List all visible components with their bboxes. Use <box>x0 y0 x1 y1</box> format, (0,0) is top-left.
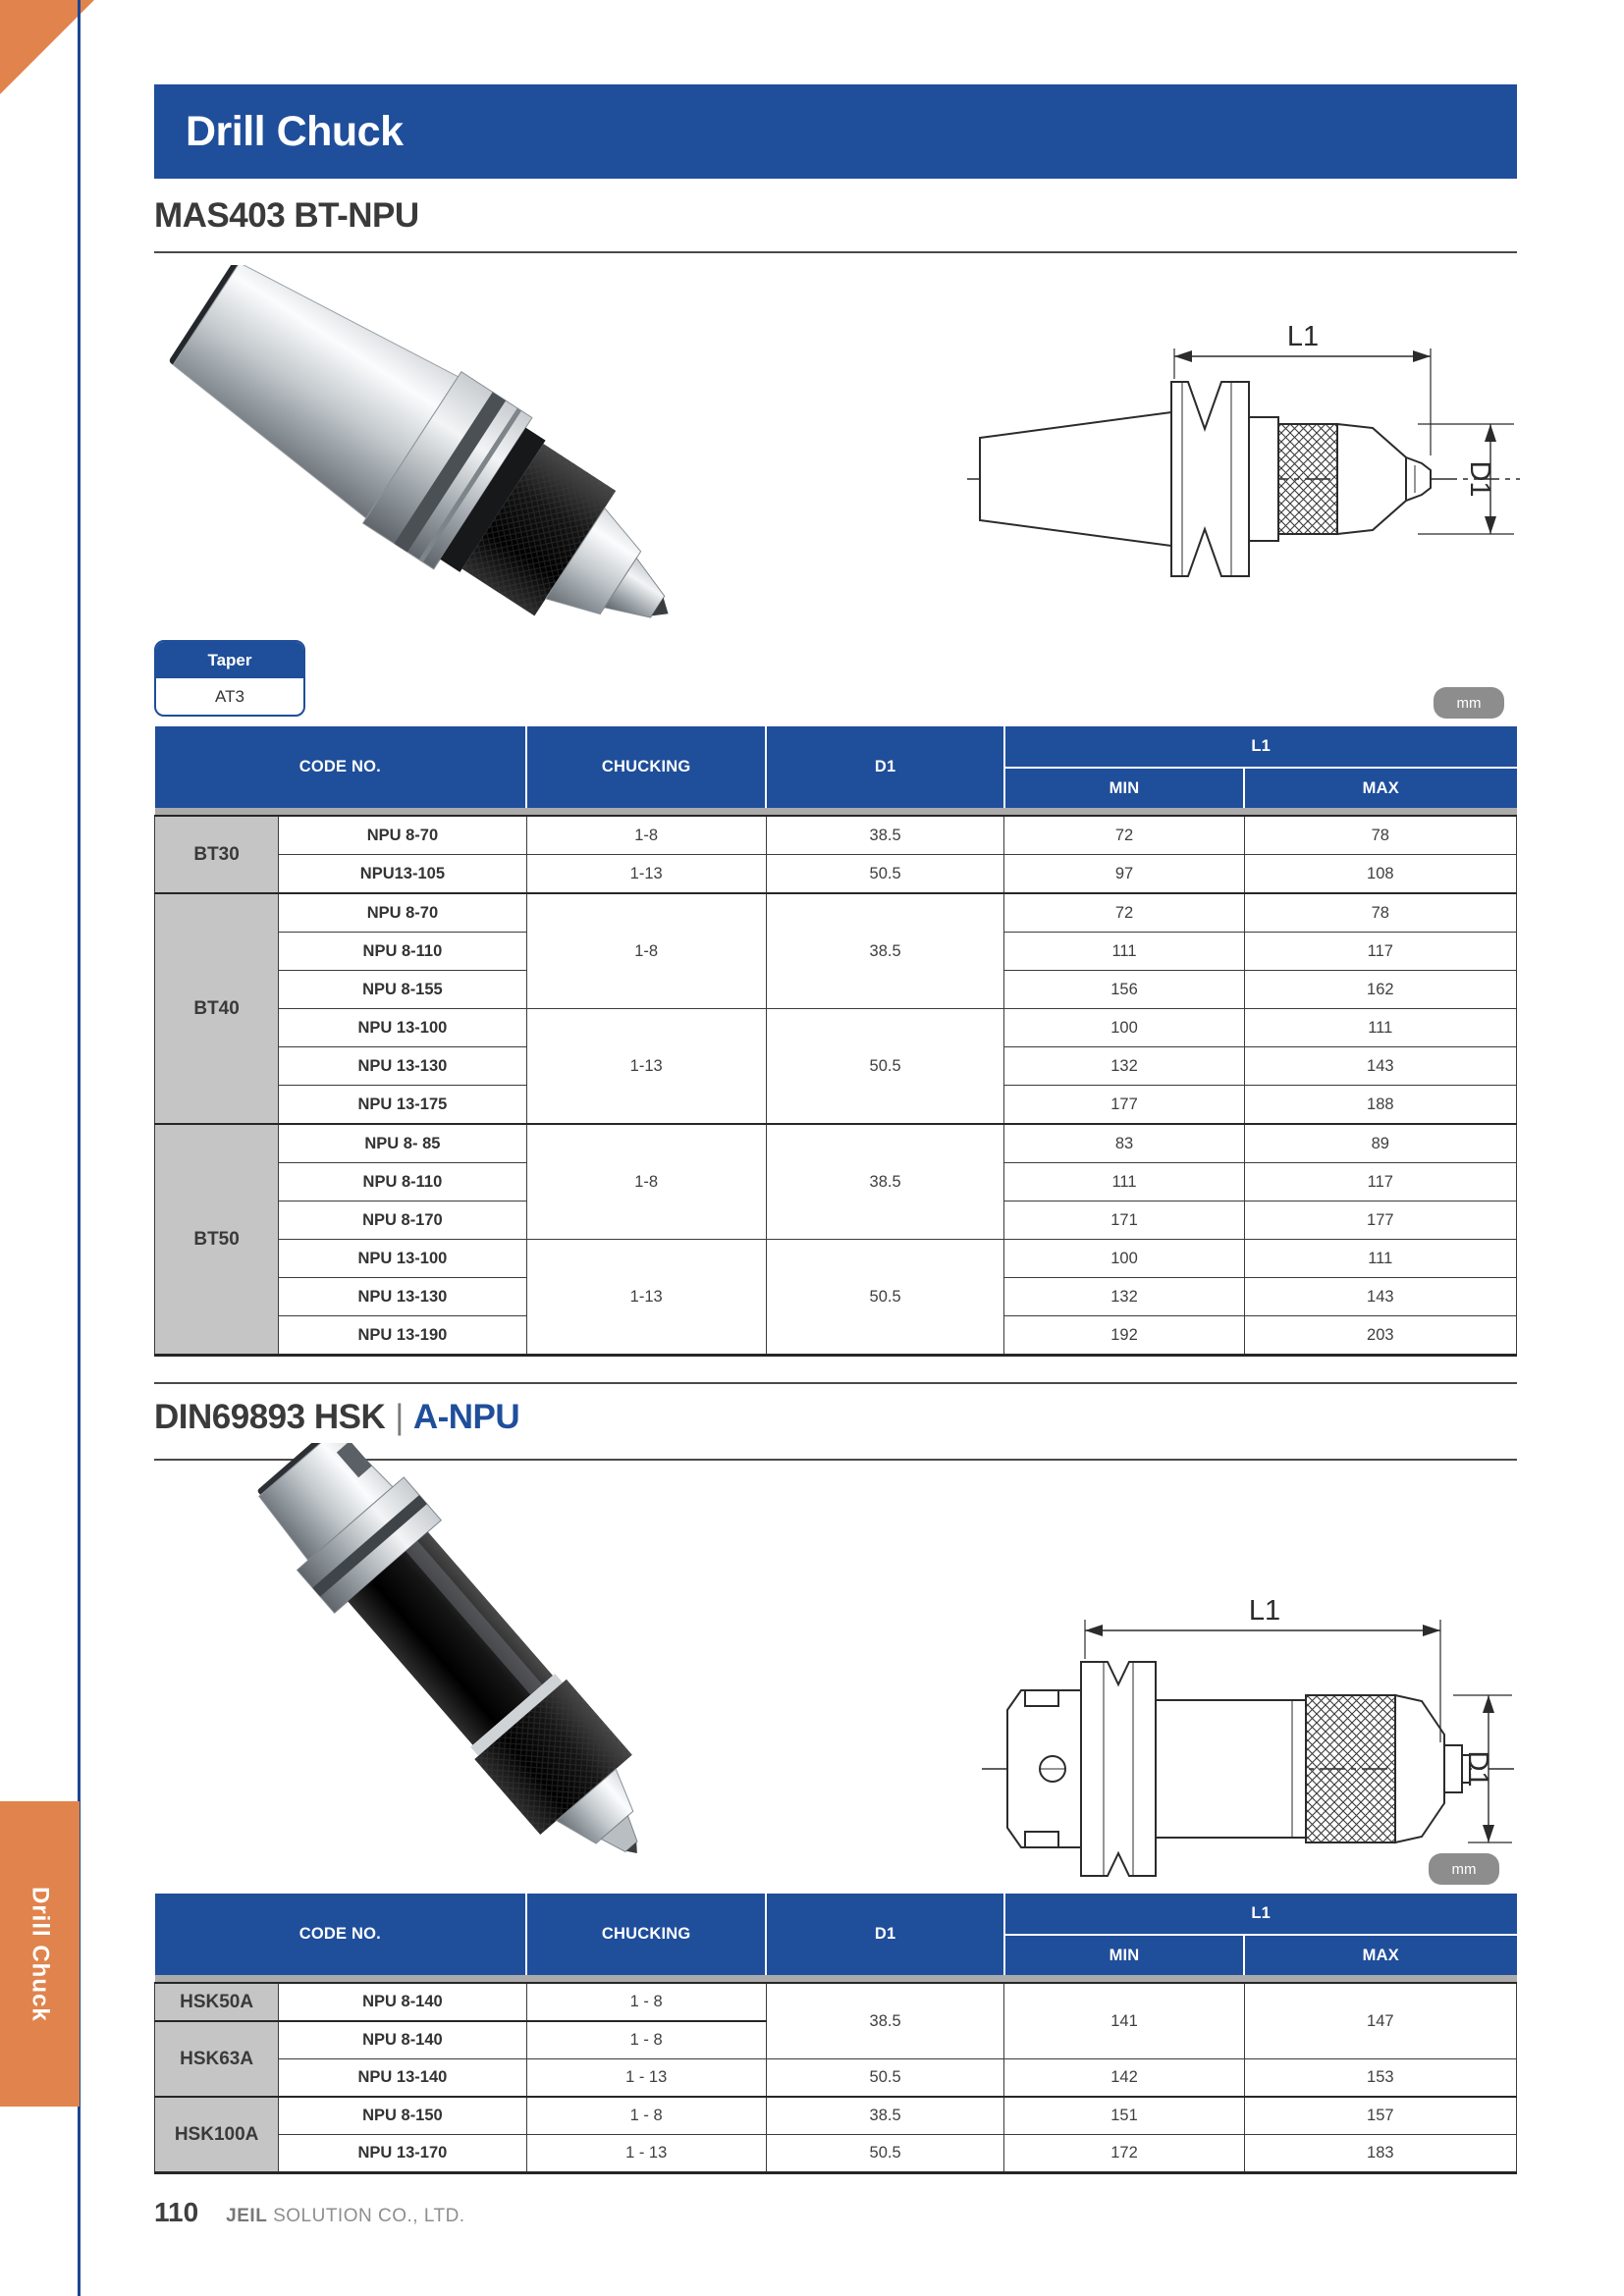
section2-title-accent: A-NPU <box>412 1398 520 1436</box>
table-cell: 72 <box>1004 816 1244 855</box>
table-cell: 183 <box>1244 2135 1516 2173</box>
table-cell: 89 <box>1244 1124 1516 1163</box>
table-cell: 38.5 <box>766 816 1004 855</box>
table-cell: NPU 8-110 <box>279 1163 526 1201</box>
table-cell: 1-13 <box>526 1240 766 1356</box>
table-cell: 1-8 <box>526 816 766 855</box>
table-cell: 100 <box>1004 1009 1244 1047</box>
table-cell: 203 <box>1244 1316 1516 1356</box>
table-cell: NPU 13-140 <box>279 2059 526 2098</box>
table-cell: 50.5 <box>766 855 1004 894</box>
row-group-label-bt50: BT50 <box>155 1124 279 1356</box>
table-cell: 177 <box>1004 1086 1244 1125</box>
table-cell: 142 <box>1004 2059 1244 2098</box>
table-row <box>155 1240 1517 1278</box>
table-cell: 117 <box>1244 933 1516 971</box>
table-cell: NPU 8-140 <box>279 1983 526 2021</box>
company-name: JEIL SOLUTION CO., LTD. <box>226 2206 465 2226</box>
table-cell: 78 <box>1244 893 1516 933</box>
section2-rule-top <box>154 1382 1517 1384</box>
table-cell: 111 <box>1004 1163 1244 1201</box>
table-cell: NPU 8-150 <box>279 2097 526 2135</box>
table-cell: 1 - 8 <box>526 2097 766 2135</box>
table-cell: NPU 13-170 <box>279 2135 526 2173</box>
technical-drawing-hsk <box>962 1585 1551 1885</box>
table-cell: 177 <box>1244 1201 1516 1240</box>
table-cell: 50.5 <box>766 2059 1004 2098</box>
col-header-d1: D1 <box>766 726 1004 808</box>
dim-label-l1: L1 <box>1248 1595 1281 1627</box>
table-cell: NPU 8-140 <box>279 2021 526 2059</box>
table-cell: NPU 13-100 <box>279 1240 526 1278</box>
table-row <box>155 893 1517 933</box>
bt-spec-table <box>154 726 1517 1357</box>
table-cell: 132 <box>1004 1278 1244 1316</box>
page-number: 110 <box>154 2197 199 2227</box>
col-header-min: MIN <box>1004 768 1244 808</box>
table-cell: NPU 8- 85 <box>279 1124 526 1163</box>
dim-label-l1: L1 <box>1286 321 1320 352</box>
table-cell: NPU 8-155 <box>279 971 526 1009</box>
table-cell: 151 <box>1004 2097 1244 2135</box>
table-cell: 143 <box>1244 1047 1516 1086</box>
row-group-label-hsk63a: HSK63A <box>155 2021 279 2097</box>
col-header-chucking: CHUCKING <box>526 1894 766 1975</box>
header-divider-strip <box>155 808 1517 816</box>
row-group-label-bt40: BT40 <box>155 893 279 1124</box>
table-cell: 38.5 <box>766 2097 1004 2135</box>
table-cell: NPU 13-130 <box>279 1278 526 1316</box>
table-cell: 72 <box>1004 893 1244 933</box>
col-header-code-no: CODE NO. <box>155 1894 527 1975</box>
table-cell: 100 <box>1004 1240 1244 1278</box>
table-cell: 192 <box>1004 1316 1244 1356</box>
table-row <box>155 1983 1517 2021</box>
table-cell: 157 <box>1244 2097 1516 2135</box>
table-cell: 141 <box>1004 1983 1244 2059</box>
table-cell: 38.5 <box>766 893 1004 1009</box>
col-header-max: MAX <box>1244 768 1516 808</box>
page-banner <box>154 84 1517 179</box>
table-cell: 188 <box>1244 1086 1516 1125</box>
row-group-label-hsk100a: HSK100A <box>155 2097 279 2173</box>
table-cell: 83 <box>1004 1124 1244 1163</box>
table-cell: 50.5 <box>766 1009 1004 1125</box>
sidebar-tab-label: Drill Chuck <box>27 1886 54 2022</box>
header-divider-strip <box>155 1975 1517 1983</box>
table-cell: NPU 8-170 <box>279 1201 526 1240</box>
section2-title-separator: | <box>395 1398 404 1436</box>
table-cell: NPU 13-130 <box>279 1047 526 1086</box>
table-cell: NPU 8-70 <box>279 816 526 855</box>
table-cell: 1 - 13 <box>526 2059 766 2098</box>
table-cell: 111 <box>1244 1009 1516 1047</box>
section2-title-main: DIN69893 HSK <box>154 1398 386 1436</box>
table-cell: NPU 13-175 <box>279 1086 526 1125</box>
technical-drawing-bt <box>943 314 1532 599</box>
table-cell: 156 <box>1004 971 1244 1009</box>
table-row <box>155 2097 1517 2135</box>
col-header-chucking: CHUCKING <box>526 726 766 808</box>
table-cell: 108 <box>1244 855 1516 894</box>
taper-badge <box>154 640 305 717</box>
row-group-label-bt30: BT30 <box>155 816 279 893</box>
table-cell: 38.5 <box>766 1983 1004 2059</box>
table-cell: 111 <box>1004 933 1244 971</box>
table-cell: 50.5 <box>766 1240 1004 1356</box>
spec-table <box>154 1894 1517 2174</box>
hsk-spec-table <box>154 1894 1517 2174</box>
table-cell: 162 <box>1244 971 1516 1009</box>
taper-value: AT3 <box>215 686 244 706</box>
dim-label-d1: D1 <box>1462 1750 1493 1788</box>
section1-title: MAS403 BT-NPU <box>154 196 419 235</box>
table-cell: 38.5 <box>766 1124 1004 1240</box>
unit-badge-mm: mm <box>1434 687 1504 719</box>
table-cell: 153 <box>1244 2059 1516 2098</box>
col-header-l1: L1 <box>1004 726 1517 768</box>
table-cell: 1-8 <box>526 893 766 1009</box>
table-cell: 143 <box>1244 1278 1516 1316</box>
table-cell: 50.5 <box>766 2135 1004 2173</box>
table-cell: NPU13-105 <box>279 855 526 894</box>
section1-rule <box>154 251 1517 253</box>
product-photo-hsk-holder <box>187 1443 736 1875</box>
table-cell: NPU 8-110 <box>279 933 526 971</box>
table-cell: 97 <box>1004 855 1244 894</box>
page-title: Drill Chuck <box>186 107 404 155</box>
table-cell: 132 <box>1004 1047 1244 1086</box>
table-cell: 117 <box>1244 1163 1516 1201</box>
table-row <box>155 2059 1517 2098</box>
section2-title <box>154 1398 519 1437</box>
table-cell: 1-8 <box>526 1124 766 1240</box>
table-cell: 1 - 13 <box>526 2135 766 2173</box>
col-header-code-no: CODE NO. <box>155 726 527 808</box>
sidebar-tab-drill-chuck <box>0 1801 80 2107</box>
col-header-max: MAX <box>1244 1935 1516 1975</box>
col-header-l1: L1 <box>1004 1894 1517 1935</box>
table-row <box>155 855 1517 894</box>
dim-label-d1: D1 <box>1464 460 1495 498</box>
col-header-d1: D1 <box>766 1894 1004 1975</box>
table-cell: NPU 13-190 <box>279 1316 526 1356</box>
table-cell: 171 <box>1004 1201 1244 1240</box>
table-cell: 172 <box>1004 2135 1244 2173</box>
table-cell: NPU 13-100 <box>279 1009 526 1047</box>
table-cell: 1 - 8 <box>526 2021 766 2059</box>
spec-table <box>154 726 1517 1357</box>
table-row <box>155 1124 1517 1163</box>
row-group-label-hsk50a: HSK50A <box>155 1983 279 2021</box>
product-photo-bt-holder <box>137 265 766 687</box>
table-row <box>155 2135 1517 2173</box>
page-footer <box>154 2197 465 2228</box>
col-header-min: MIN <box>1004 1935 1244 1975</box>
unit-badge-mm: mm <box>1429 1853 1499 1885</box>
table-cell: 78 <box>1244 816 1516 855</box>
taper-label: Taper <box>156 642 303 678</box>
table-cell: 1 - 8 <box>526 1983 766 2021</box>
table-row <box>155 1009 1517 1047</box>
table-cell: 111 <box>1244 1240 1516 1278</box>
table-cell: 1-13 <box>526 855 766 894</box>
table-cell: 147 <box>1244 1983 1516 2059</box>
table-cell: 1-13 <box>526 1009 766 1125</box>
table-cell: NPU 8-70 <box>279 893 526 933</box>
table-row <box>155 816 1517 855</box>
